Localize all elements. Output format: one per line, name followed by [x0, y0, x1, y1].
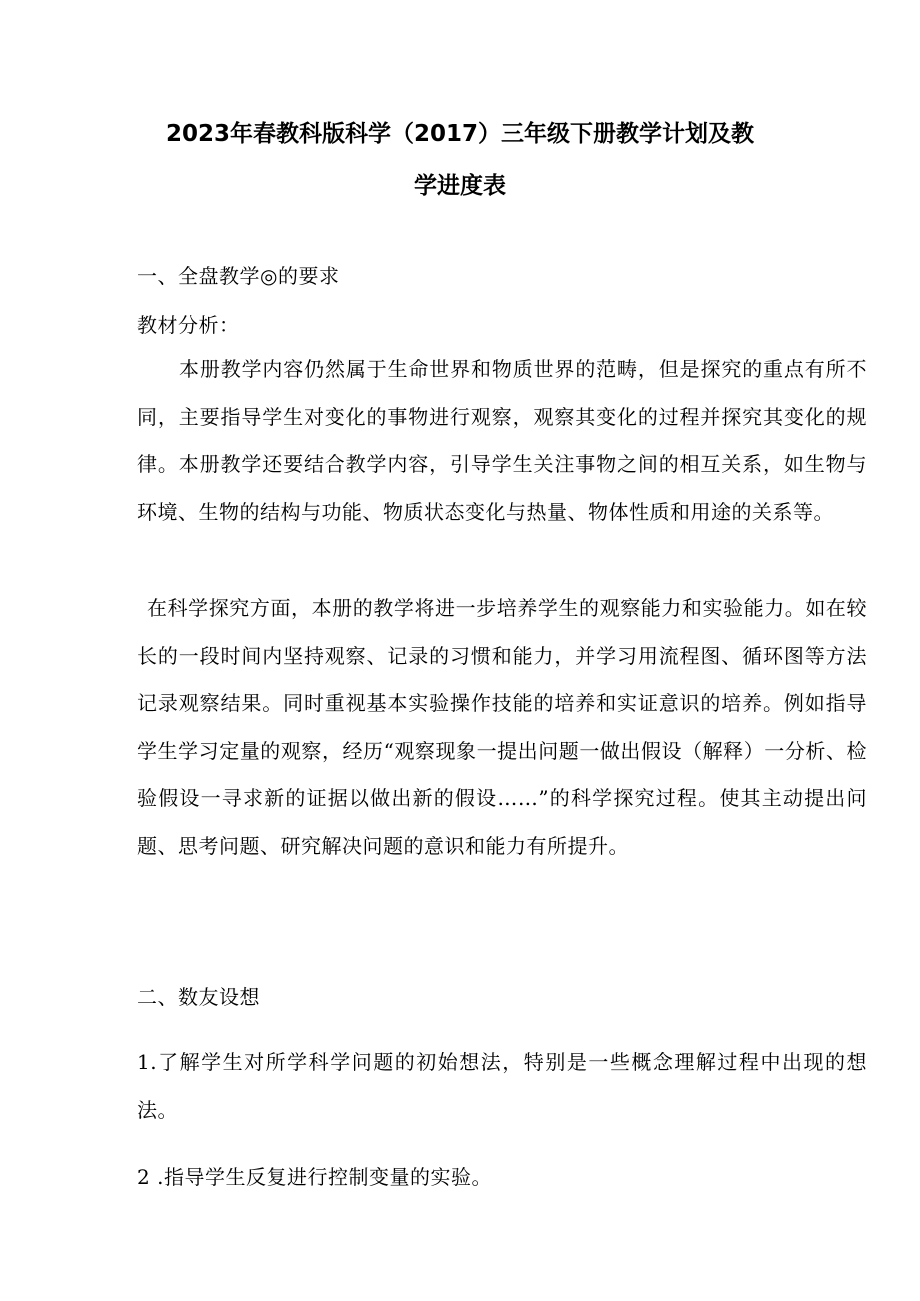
paragraph-scientific-inquiry: 在科学探究方面，本册的教学将进一步培养学生的观察能力和实验能力。如在较长的一段时间内坚持观察、记录的习惯和能力，并学习用流程图、循环图等方法记录观察结果。同时重视基本实验操作技能的培养和实证意识的培养。例如指导学生学习定量的观察，经历“观察现象一提出问题一做出假设（解释）一分析、检验假设一寻求新的证据以做出新的假设……”的科学探究过程。使其主动提出问题、思考问题、研究解决问题的意识和能力有所提升。 [137, 596, 867, 858]
paragraph-textbook-analysis: 本册教学内容仍然属于生命世界和物质世界的范畴，但是探究的重点有所不同，主要指导学生对变化的事物进行观察，观察其变化的过程并探究其变化的规律。本册教学还要结合教学内容，引导学生关注事物之间的相互关系，如生物与环境、生物的结构与功能、物质状态变化与热量、物体性质和用途的关系等。 [137, 357, 867, 524]
section-2-heading: 二、数友设想 [137, 985, 260, 1009]
document-title-line-1: 2023年春教科版科学（2017）三年级下册教学计划及教 [165, 121, 755, 147]
list-item-1: 1.了解学生对所学科学问题的初始想法，特别是一些概念理解过程中出现的想法。 [137, 1050, 867, 1122]
analysis-label: 教材分析： [137, 313, 240, 337]
document-title-line-2: 学进度表 [414, 173, 506, 199]
list-item-2: 2 .指导学生反复进行控制变量的实验。 [137, 1165, 492, 1189]
section-1-heading: 一、全盘教学◎的要求 [137, 264, 340, 288]
